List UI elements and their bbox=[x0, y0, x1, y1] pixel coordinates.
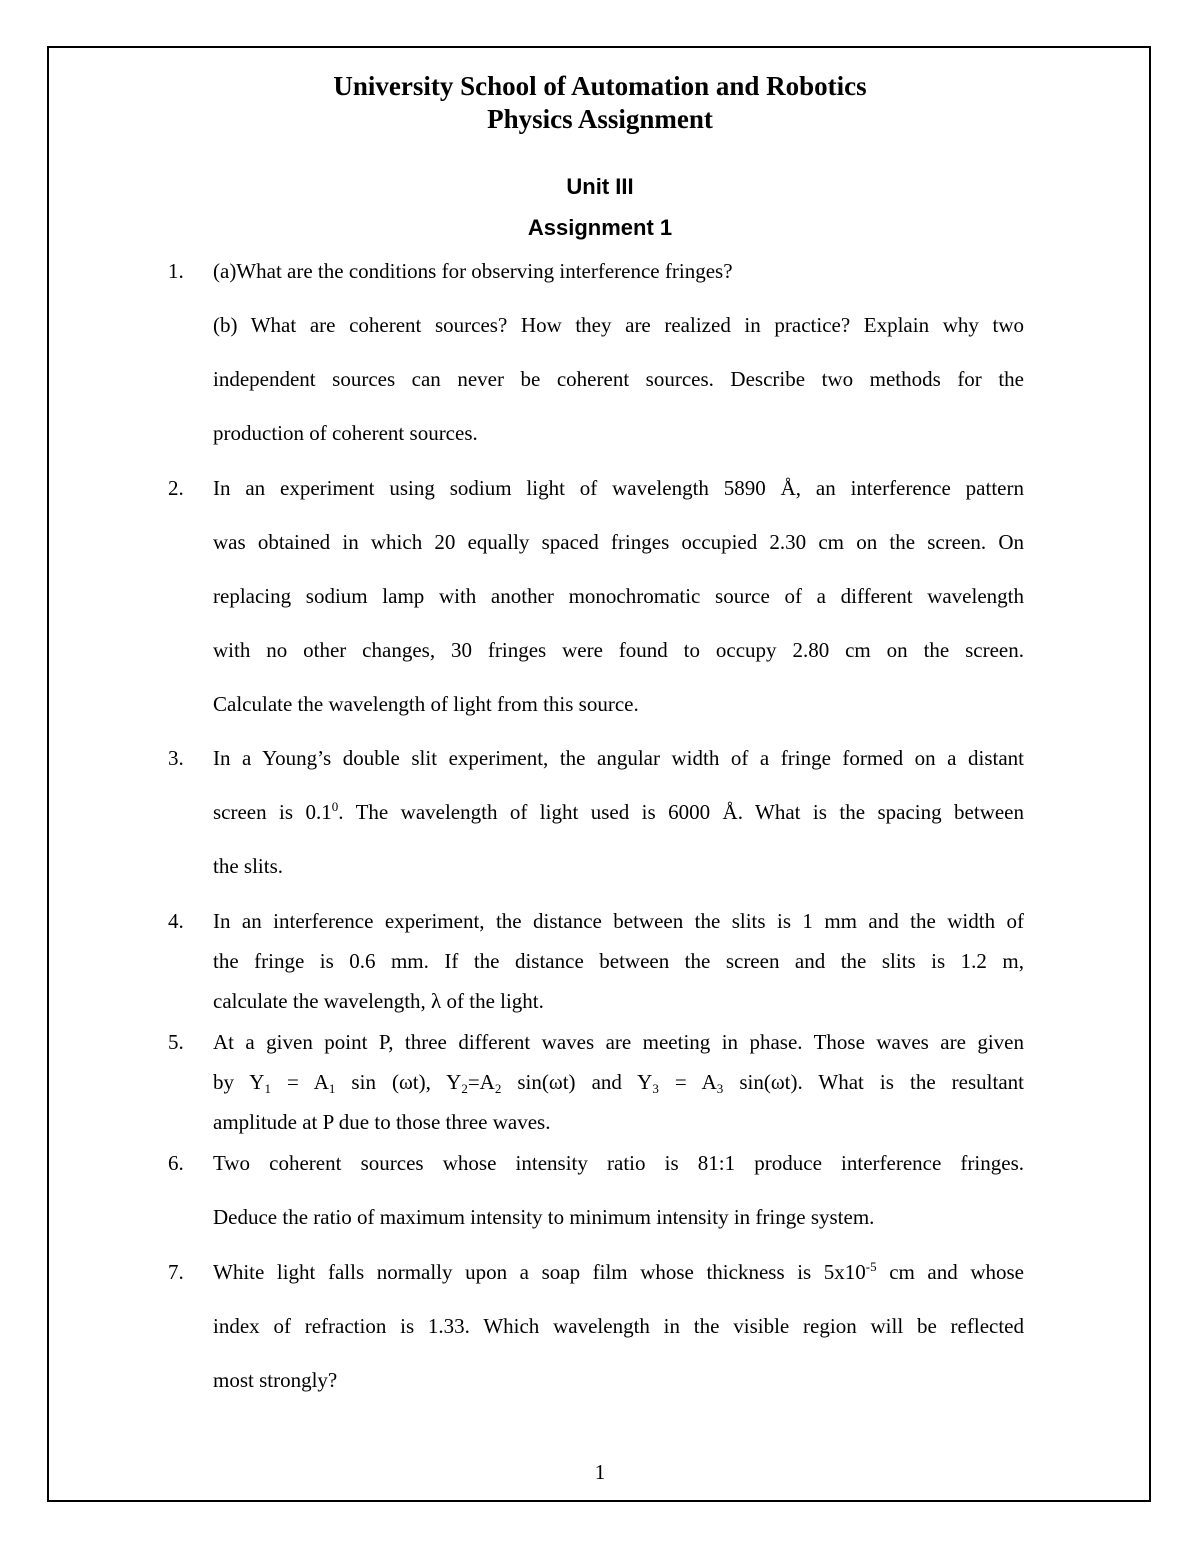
question-line: replacing sodium lamp with another monochromatic source of a different wavelength bbox=[213, 584, 1024, 608]
question-line: independent sources can never be coherent sources. Describe two methods for the bbox=[213, 367, 1024, 391]
page-number: 1 bbox=[594, 1460, 606, 1484]
question-number: 2. bbox=[168, 476, 184, 500]
question-number: 1. bbox=[168, 259, 184, 283]
question-line: was obtained in which 20 equally spaced fringes occupied 2.30 cm on the screen. On bbox=[213, 530, 1024, 554]
question-line: calculate the wavelength, λ of the light. bbox=[213, 989, 544, 1013]
unit-heading: Unit III bbox=[566, 174, 634, 199]
question-line: (b) What are coherent sources? How they are realized in practice? Explain why two bbox=[213, 313, 1024, 337]
assignment-heading: Assignment 1 bbox=[527, 215, 673, 240]
wave-equations-line: by $Y_1 = A_1$ sin (ωt), $Y_2=A_2$ sin(ωt) and $Y_3 = A_3$ sin(ωt). What is the resultant bbox=[213, 1070, 1024, 1096]
question-line: amplitude at P due to those three waves. bbox=[213, 1110, 551, 1134]
question-line: In an experiment using sodium light of wavelength 5890 Å, an interference pattern bbox=[213, 476, 1024, 500]
question-number: 3. bbox=[168, 746, 184, 770]
course-title: Physics Assignment bbox=[487, 104, 713, 134]
question-line: (a)What are the conditions for observing interference fringes? bbox=[213, 259, 733, 283]
question-number: 4. bbox=[168, 909, 184, 933]
question-line: In a Young’s double slit experiment, the angular width of a fringe formed on a distant bbox=[213, 746, 1024, 770]
question-line: most strongly? bbox=[213, 1368, 338, 1392]
question-line: Two coherent sources whose intensity ratio is 81:1 produce interference fringes. bbox=[213, 1151, 1024, 1175]
question-number: 5. bbox=[168, 1030, 184, 1054]
question-line: White light falls normally upon a soap film whose thickness is $5x10^{-5}$ cm and whose bbox=[213, 1259, 1024, 1284]
question-line: screen is $0.1^0$. The wavelength of light used is 6000 Å. What is the spacing between bbox=[213, 799, 1024, 824]
question-number: 6. bbox=[168, 1151, 184, 1175]
question-line: index of refraction is 1.33. Which wavelength in the visible region will be reflected bbox=[213, 1314, 1024, 1338]
question-line: At a given point P, three different waves are meeting in phase. Those waves are given bbox=[213, 1030, 1024, 1054]
question-line: In an interference experiment, the distance between the slits is 1 mm and the width of bbox=[213, 909, 1024, 933]
institution-title: University School of Automation and Robotics bbox=[333, 71, 867, 101]
question-line: the slits. bbox=[213, 854, 284, 878]
question-line: with no other changes, 30 fringes were found to occupy 2.80 cm on the screen. bbox=[213, 638, 1024, 662]
question-line: Deduce the ratio of maximum intensity to minimum intensity in fringe system. bbox=[213, 1205, 875, 1229]
question-line: Calculate the wavelength of light from this source. bbox=[213, 692, 639, 716]
question-number: 7. bbox=[168, 1260, 184, 1284]
question-line: production of coherent sources. bbox=[213, 421, 478, 445]
question-line: the fringe is 0.6 mm. If the distance between the screen and the slits is 1.2 m, bbox=[213, 949, 1024, 973]
